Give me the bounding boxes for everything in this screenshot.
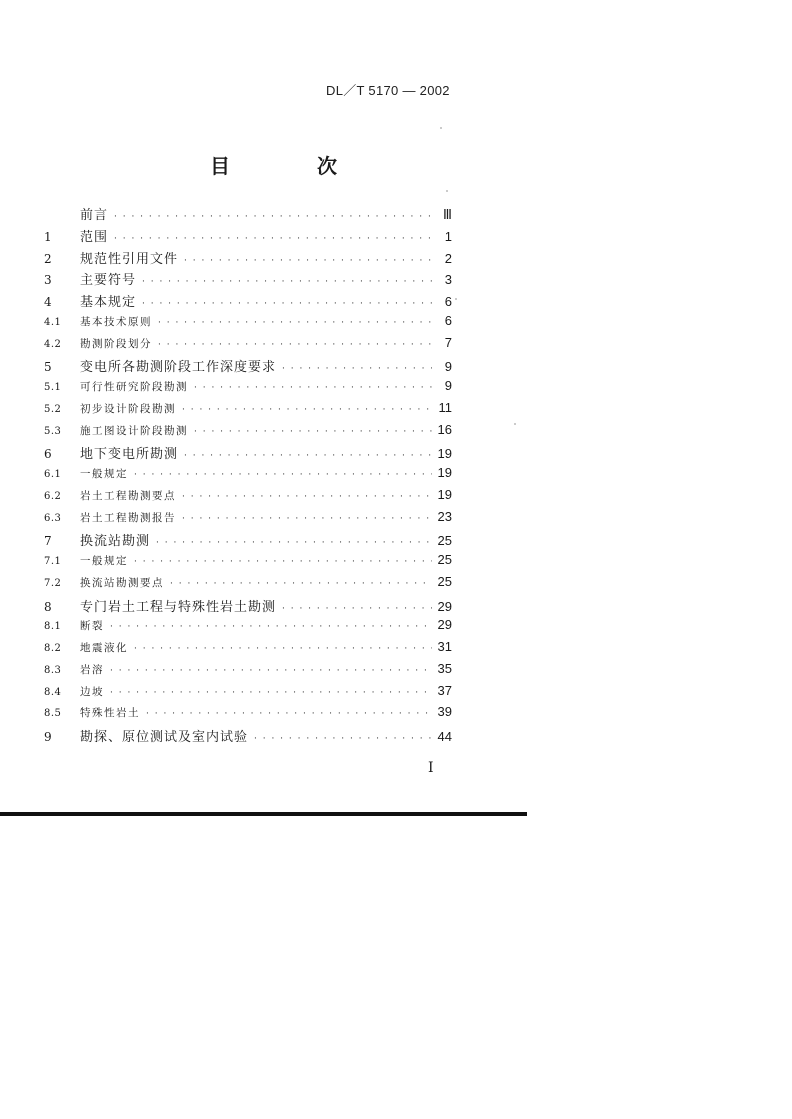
toc-entry-page: 7 — [444, 334, 452, 350]
toc-entry-label: 边坡 — [80, 685, 104, 698]
toc-leader-dots — [194, 427, 432, 437]
toc-entry[interactable] — [44, 530, 452, 552]
toc-entry-page: 25 — [437, 573, 452, 589]
toc-entry[interactable] — [44, 552, 452, 574]
toc-entry-label: 勘探、原位测试及室内试验 — [80, 730, 249, 745]
toc-entry-label: 岩土工程勘测要点 — [80, 489, 176, 502]
toc-entry-label: 前言 — [80, 208, 109, 223]
toc-entry-label: 地下变电所勘测 — [80, 447, 179, 463]
toc-entry-page: 44 — [437, 729, 452, 744]
toc-entry-page: 19 — [437, 465, 452, 480]
toc-entry[interactable] — [44, 487, 452, 509]
toc-leader-dots — [134, 470, 432, 480]
toc-entry-page: 2 — [444, 250, 452, 266]
scan-speck — [514, 423, 516, 425]
scan-speck — [440, 127, 442, 129]
toc-leader-dots — [254, 734, 432, 744]
toc-leader-dots — [184, 256, 432, 266]
toc-leader-dots — [134, 557, 432, 567]
toc-entry-number: 8.5 — [44, 708, 62, 720]
toc-entry-number: 8.4 — [44, 686, 62, 698]
toc-entry-label: 岩土工程勘测报告 — [80, 511, 176, 524]
toc-entry-page: 29 — [437, 598, 452, 614]
toc-entry-page: 25 — [437, 533, 452, 549]
toc-entry-label: 断裂 — [80, 620, 104, 633]
toc-entry[interactable] — [44, 465, 452, 487]
toc-leader-dots — [182, 492, 432, 502]
toc-entry-number: 9 — [44, 730, 52, 744]
toc-leader-dots — [134, 644, 432, 654]
toc-entry-label: 一般规定 — [80, 468, 128, 480]
toc-entry[interactable] — [44, 661, 452, 683]
page-title: 目 次 — [210, 154, 377, 178]
toc-entry-number: 8.1 — [44, 621, 62, 633]
scan-speck — [446, 190, 448, 192]
toc-entry-number: 4 — [44, 295, 52, 309]
toc-entry-number: 7 — [44, 534, 52, 549]
toc-entry-label: 专门岩土工程与特殊性岩土勘测 — [80, 599, 277, 615]
toc-entry-number: 4.2 — [44, 338, 62, 350]
toc-entry-number: 6.2 — [44, 490, 62, 502]
toc-entry-label: 变电所各勘测阶段工作深度要求 — [80, 360, 277, 376]
toc-entry[interactable] — [44, 335, 452, 357]
toc-entry[interactable] — [44, 443, 452, 465]
toc-entry-label: 换流站勘测 — [80, 534, 151, 550]
toc-leader-dots — [114, 234, 432, 244]
toc-entry-page: 37 — [437, 682, 452, 698]
toc-entry-page: 9 — [444, 378, 452, 393]
toc-entry[interactable] — [44, 596, 452, 618]
toc-entry-label: 规范性引用文件 — [80, 251, 179, 267]
toc-entry[interactable] — [44, 378, 452, 400]
toc-entry[interactable] — [44, 704, 452, 726]
toc-leader-dots — [110, 688, 432, 698]
toc-entry[interactable] — [44, 356, 452, 378]
toc-entry-number: 6.1 — [44, 469, 62, 480]
toc-entry-number: 2 — [44, 251, 52, 266]
bottom-rule — [0, 812, 527, 816]
toc-entry-label: 施工图设计阶段勘测 — [80, 424, 188, 437]
toc-leader-dots — [156, 538, 432, 548]
toc-entry-page: 25 — [437, 552, 452, 567]
toc-entry[interactable] — [44, 313, 452, 335]
toc-leader-dots — [282, 604, 432, 614]
toc-leader-dots — [282, 364, 432, 374]
toc-entry-label: 换流站勘测要点 — [80, 576, 164, 589]
toc-entry[interactable] — [44, 574, 452, 596]
toc-entry-label: 特殊性岩土 — [80, 707, 140, 720]
toc-entry-page: 6 — [444, 294, 452, 309]
toc-entry-page: 19 — [437, 486, 452, 502]
toc-entry[interactable] — [44, 204, 452, 226]
toc-leader-dots — [182, 405, 432, 415]
toc-entry-page: 19 — [437, 446, 452, 462]
toc-entry-number: 7.1 — [44, 556, 62, 567]
toc-entry[interactable] — [44, 226, 452, 248]
toc-entry-number: 5.2 — [44, 403, 62, 415]
scan-speck — [455, 298, 457, 300]
toc-leader-dots — [114, 212, 432, 222]
toc-entry-label: 范围 — [80, 229, 109, 245]
toc-entry-page: 16 — [437, 421, 452, 437]
toc-entry-page: 1 — [444, 228, 452, 244]
toc-entry-number: 3 — [44, 273, 52, 288]
toc-entry-label: 可行性研究阶段勘测 — [80, 381, 188, 393]
toc-leader-dots — [158, 340, 432, 350]
toc-entry-page: 29 — [437, 617, 452, 633]
toc-leader-dots — [110, 666, 432, 676]
toc-entry-label: 初步设计阶段勘测 — [80, 402, 176, 415]
toc-entry-number: 7.2 — [44, 577, 62, 589]
toc-leader-dots — [184, 451, 432, 461]
toc-leader-dots — [142, 277, 432, 287]
toc-entry-label: 基本技术原则 — [80, 315, 152, 328]
toc-entry-label: 勘测阶段划分 — [80, 337, 152, 350]
toc-entry-number: 8 — [44, 599, 52, 614]
toc-entry-page: 9 — [444, 359, 452, 375]
toc-entry[interactable] — [44, 422, 452, 444]
toc-leader-dots — [194, 383, 432, 393]
toc-entry-number: 4.1 — [44, 316, 62, 328]
toc-entry[interactable] — [44, 400, 452, 422]
toc-entry-page: 6 — [444, 312, 452, 328]
toc-entry-number: 8.2 — [44, 643, 62, 654]
toc-leader-dots — [158, 318, 432, 328]
toc-leader-dots — [142, 299, 432, 309]
toc-entry[interactable] — [44, 683, 452, 705]
toc-entry-page: 35 — [437, 660, 452, 676]
toc-leader-dots — [170, 579, 432, 589]
toc-entry-label: 岩溶 — [80, 663, 104, 676]
page-number: I — [428, 760, 434, 776]
toc-entry-page: 39 — [437, 704, 452, 720]
toc-entry-number: 5.1 — [44, 382, 62, 393]
toc-leader-dots — [182, 514, 432, 524]
toc-leader-dots — [110, 622, 432, 632]
toc-entry-page: 11 — [438, 399, 452, 415]
document-code: DL／T 5170 — 2002 — [326, 83, 450, 98]
toc-entry-label: 主要符号 — [80, 273, 137, 289]
toc-entry[interactable] — [44, 269, 452, 291]
toc-entry-label: 一般规定 — [80, 555, 128, 567]
toc-entry-label: 地震液化 — [80, 642, 128, 654]
table-of-contents — [44, 204, 452, 748]
toc-entry[interactable] — [44, 617, 452, 639]
toc-entry[interactable] — [44, 509, 452, 531]
toc-entry[interactable] — [44, 726, 452, 748]
toc-entry[interactable] — [44, 248, 452, 270]
toc-entry-page: 31 — [437, 639, 452, 654]
toc-entry-number: 1 — [44, 229, 52, 244]
toc-entry-number: 5.3 — [44, 425, 62, 437]
toc-entry-label: 基本规定 — [80, 295, 137, 310]
toc-entry[interactable] — [44, 639, 452, 661]
toc-entry-page: Ⅲ — [443, 207, 452, 222]
toc-entry-number: 6.3 — [44, 512, 62, 524]
toc-entry[interactable] — [44, 291, 452, 313]
toc-leader-dots — [146, 709, 432, 719]
toc-entry-number: 8.3 — [44, 664, 62, 676]
toc-entry-number: 5 — [44, 360, 52, 375]
toc-entry-number: 6 — [44, 447, 52, 462]
toc-entry-page: 3 — [444, 272, 452, 288]
toc-entry-page: 23 — [437, 508, 452, 524]
